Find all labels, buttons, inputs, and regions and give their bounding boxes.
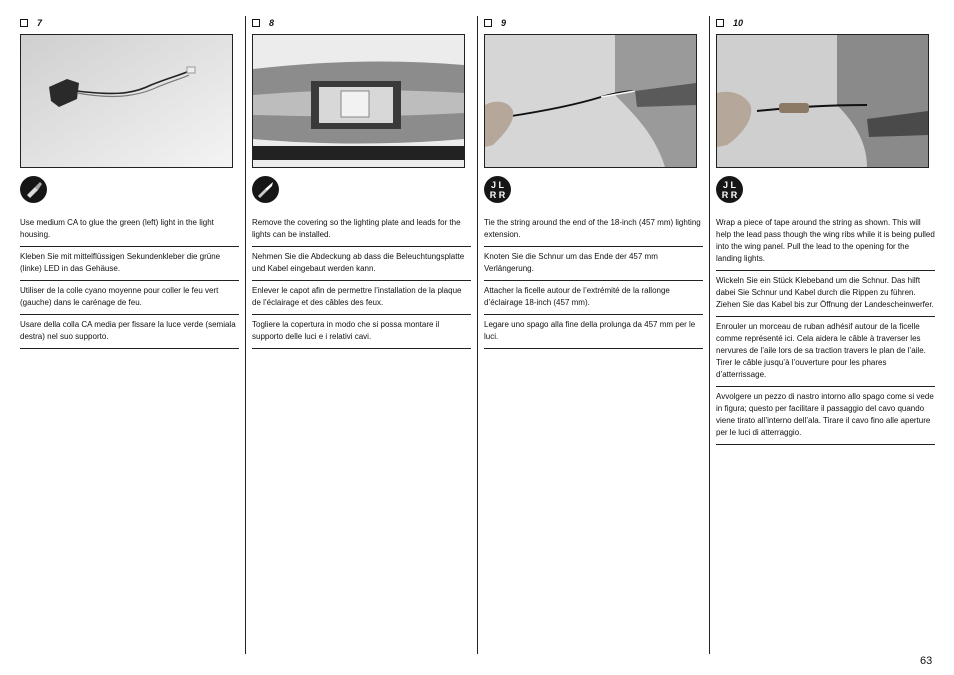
step-checkbox[interactable] [20, 19, 28, 27]
instruction-german: Nehmen Sie die Abdeckung ab dass die Beleuchtungsplatte und Kabel eingebaut werden kann. [252, 247, 471, 281]
step-column-8 [252, 16, 471, 349]
instruction-english: Tie the string around the end of the 18-inch (457 mm) lighting extension. [484, 213, 703, 247]
step-number: 7 [37, 18, 43, 28]
instruction-italian: Togliere la copertura in modo che si possa montare il supporto delle luci e i relativi cavi. [252, 315, 471, 349]
step-header [716, 16, 935, 30]
column-divider [709, 16, 710, 654]
step-photo [716, 34, 929, 168]
column-divider [245, 16, 246, 654]
step-number: 9 [501, 18, 507, 28]
both-sides-icon [716, 176, 743, 203]
instruction-german: Wickeln Sie ein Stück Klebeband um die Schnur. Das hilft dabei Sie Schnur und Kabel durch die Rippen zu führen. Ziehen Sie das Kabel bis zur Öffnung der Landescheinwerfer. [716, 271, 935, 317]
page-number: 63 [920, 655, 933, 667]
hobby-knife-icon [252, 176, 279, 203]
svg-text:J L: J L [722, 180, 737, 190]
instruction-english: Remove the covering so the lighting plate and leads for the lights can be installed. [252, 213, 471, 247]
step-column-7 [20, 16, 239, 349]
step-photo [20, 34, 233, 168]
both-sides-icon [484, 176, 511, 203]
step-photo [484, 34, 697, 168]
instruction-french: Attacher la ficelle autour de l’extrémité de la rallonge d’éclairage 18-inch (457 mm). [484, 281, 703, 315]
instruction-german: Kleben Sie mit mittelflüssigen Sekundenkleber die grüne (linke) LED in das Gehäuse. [20, 247, 239, 281]
step-instructions [484, 213, 703, 349]
instruction-french: Enlever le capot afin de permettre l’installation de la plaque de l’éclairage et des câbles des feux. [252, 281, 471, 315]
step-column-9 [484, 16, 703, 349]
step-header [252, 16, 471, 30]
instruction-english: Use medium CA to glue the green (left) light in the light housing. [20, 213, 239, 247]
step-number: 10 [733, 18, 744, 28]
step-instructions [716, 213, 935, 445]
instruction-italian: Legare uno spago alla fine della prolunga da 457 mm per le luci. [484, 315, 703, 349]
step-photo [252, 34, 465, 168]
svg-text:R R: R R [489, 190, 506, 200]
instruction-italian: Avvolgere un pezzo di nastro intorno allo spago come si vede in figura; questo per facilitare il passaggio del cavo quando viene tirato all’interno dell’ala. Tirare il cavo fino alle aperture per le luci di atterraggio. [716, 387, 935, 445]
svg-text:J L: J L [490, 180, 505, 190]
step-instructions [20, 213, 239, 349]
column-divider [477, 16, 478, 654]
step-number: 8 [269, 18, 275, 28]
glue-bottle-icon [20, 176, 47, 203]
instruction-english: Wrap a piece of tape around the string as shown. This will help the lead pass though the wing ribs while it is being pulled into the wing panel. Pull the lead to the opening for the landing lights. [716, 213, 935, 271]
instruction-french: Enrouler un morceau de ruban adhésif autour de la ficelle comme représenté ici. Cela aidera le câble à traverser les nervures de l’aile lors de sa traction travers le plan de l’aile. Tirer le câble jusqu’à l’ouverture pour les phares d’atterrissage. [716, 317, 935, 387]
step-instructions [252, 213, 471, 349]
svg-text:R R: R R [721, 190, 738, 200]
step-header [484, 16, 703, 30]
instruction-italian: Usare della colla CA media per fissare la luce verde (semiala destra) nel suo supporto. [20, 315, 239, 349]
instruction-german: Knoten Sie die Schnur um das Ende der 457 mm Verlängerung. [484, 247, 703, 281]
step-checkbox[interactable] [716, 19, 724, 27]
instruction-french: Utiliser de la colle cyano moyenne pour coller le feu vert (gauche) dans le carénage de feu. [20, 281, 239, 315]
step-checkbox[interactable] [252, 19, 260, 27]
step-header [20, 16, 239, 30]
step-column-10 [716, 16, 935, 445]
step-checkbox[interactable] [484, 19, 492, 27]
